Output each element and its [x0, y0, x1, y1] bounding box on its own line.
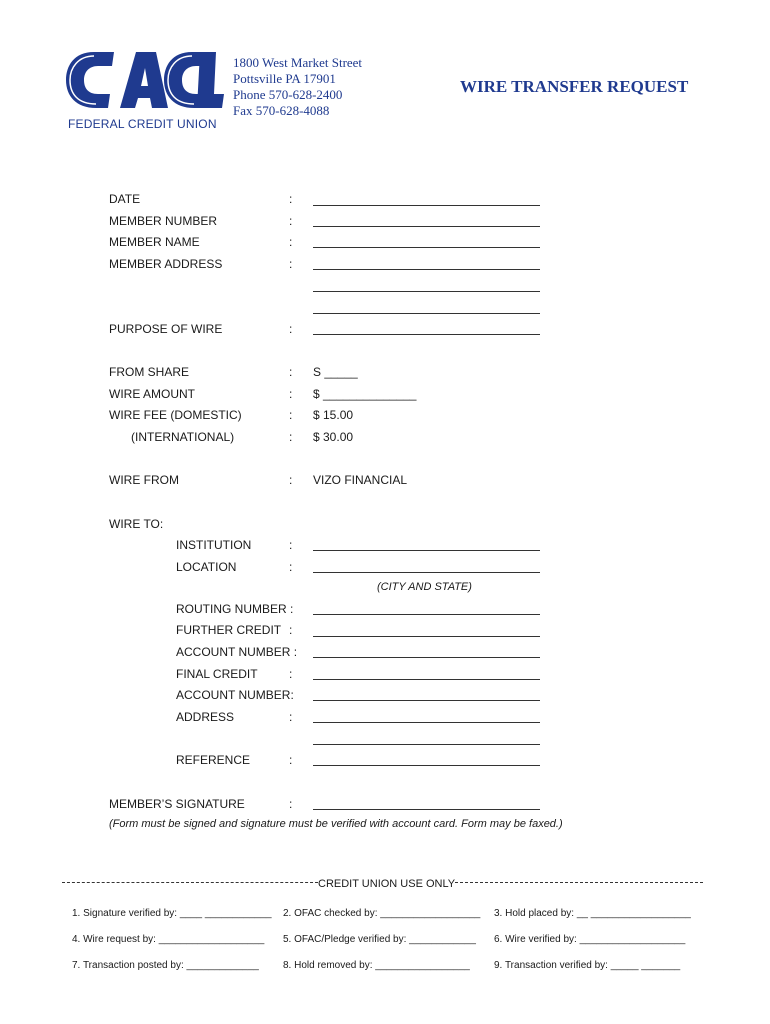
colon: : — [289, 753, 293, 767]
final-credit-field[interactable] — [313, 679, 540, 680]
credit-union-use-label: CREDIT UNION USE ONLY — [318, 878, 456, 890]
member-number-label: MEMBER NUMBER — [109, 214, 218, 228]
wire-from-label: WIRE FROM — [109, 473, 179, 487]
reference-label: REFERENCE — [176, 753, 251, 767]
from-share-field[interactable]: S _____ — [313, 365, 358, 379]
cu-field-transaction-posted[interactable]: 7. Transaction posted by: _____________ — [72, 960, 259, 971]
colon: : — [289, 710, 293, 724]
colon: : — [289, 257, 293, 271]
colon: : — [289, 214, 293, 228]
address-line: Fax 570-628-4088 — [233, 103, 330, 118]
routing-number-label: ROUTING NUMBER : — [176, 602, 294, 616]
colon: : — [289, 430, 293, 444]
account-number-2-label: ACCOUNT NUMBER: — [176, 688, 294, 702]
credit-union-address — [233, 55, 362, 119]
wire-fee-international-label: (INTERNATIONAL) — [131, 430, 235, 444]
cu-field-signature-verified[interactable]: 1. Signature verified by: ____ ____________ — [72, 908, 272, 919]
page-title: WIRE TRANSFER REQUEST — [460, 77, 689, 96]
purpose-label: PURPOSE OF WIRE — [109, 322, 223, 336]
date-field[interactable] — [313, 205, 540, 206]
account-number-label: ACCOUNT NUMBER : — [176, 645, 298, 659]
signature-note: (Form must be signed and signature must be verified with account card. Form may be faxed.) — [109, 818, 563, 830]
date-label: DATE — [109, 192, 141, 206]
member-number-field[interactable] — [313, 226, 540, 227]
address-line: Pottsville PA 17901 — [233, 71, 336, 86]
colon: : — [289, 365, 293, 379]
from-share-label: FROM SHARE — [109, 365, 190, 379]
colon: : — [289, 192, 293, 206]
colon: : — [289, 623, 293, 637]
cu-field-hold-removed[interactable]: 8. Hold removed by: _________________ — [283, 960, 470, 971]
member-address-label: MEMBER ADDRESS — [109, 257, 223, 271]
cu-field-transaction-verified[interactable]: 9. Transaction verified by: _____ _______ — [494, 960, 681, 971]
wire-fee-international-value: $ 30.00 — [313, 430, 354, 444]
address-line: 1800 West Market Street — [233, 55, 363, 70]
member-address-field-2[interactable] — [313, 291, 540, 292]
purpose-field[interactable] — [313, 334, 540, 335]
colon: : — [289, 235, 293, 249]
wire-fee-domestic-value: $ 15.00 — [313, 408, 354, 422]
wire-to-heading: WIRE TO: — [109, 517, 164, 531]
final-credit-label: FINAL CREDIT — [176, 667, 258, 681]
colon: : — [289, 667, 293, 681]
colon: : — [289, 560, 293, 574]
member-name-field[interactable] — [313, 247, 540, 248]
address-field-2[interactable] — [313, 744, 540, 745]
cu-field-ofac-checked[interactable]: 2. OFAC checked by: __________________ — [283, 908, 481, 919]
cu-field-wire-request[interactable]: 4. Wire request by: ___________________ — [72, 934, 265, 945]
member-address-field-3[interactable] — [313, 313, 540, 314]
further-credit-label: FURTHER CREDIT — [176, 623, 282, 637]
logo-subtext: FEDERAL CREDIT UNION — [68, 117, 217, 131]
location-field[interactable] — [313, 572, 540, 573]
colon: : — [289, 408, 293, 422]
further-credit-field[interactable] — [313, 636, 540, 637]
member-name-label: MEMBER NAME — [109, 235, 200, 249]
colon: : — [289, 473, 293, 487]
colon: : — [289, 322, 293, 336]
credit-union-use-divider — [62, 878, 704, 890]
cu-field-ofac-pledge[interactable]: 5. OFAC/Pledge verified by: ____________ — [283, 934, 476, 945]
colon: : — [289, 387, 293, 401]
location-label: LOCATION — [176, 560, 237, 574]
reference-field[interactable] — [313, 765, 540, 766]
signature-field[interactable] — [313, 809, 540, 810]
routing-number-field[interactable] — [313, 614, 540, 615]
colon: : — [289, 797, 293, 811]
wire-from-value: VIZO FINANCIAL — [313, 473, 408, 487]
institution-field[interactable] — [313, 550, 540, 551]
address-label: ADDRESS — [176, 710, 235, 724]
wire-fee-domestic-label: WIRE FEE (DOMESTIC) — [109, 408, 242, 422]
institution-label: INSTITUTION — [176, 538, 252, 552]
wire-amount-field[interactable]: $ ______________ — [313, 387, 417, 401]
address-field[interactable] — [313, 722, 540, 723]
city-state-hint: (CITY AND STATE) — [377, 581, 472, 593]
signature-label: MEMBER’S SIGNATURE — [109, 797, 245, 811]
account-number-field[interactable] — [313, 657, 540, 658]
cu-field-hold-placed[interactable]: 3. Hold placed by: __ __________________ — [494, 908, 691, 919]
wire-amount-label: WIRE AMOUNT — [109, 387, 195, 401]
address-line: Phone 570-628-2400 — [233, 87, 343, 102]
colon: : — [289, 538, 293, 552]
member-address-field[interactable] — [313, 269, 540, 270]
account-number-2-field[interactable] — [313, 700, 540, 701]
cu-field-wire-verified[interactable]: 6. Wire verified by: ___________________ — [494, 934, 686, 945]
